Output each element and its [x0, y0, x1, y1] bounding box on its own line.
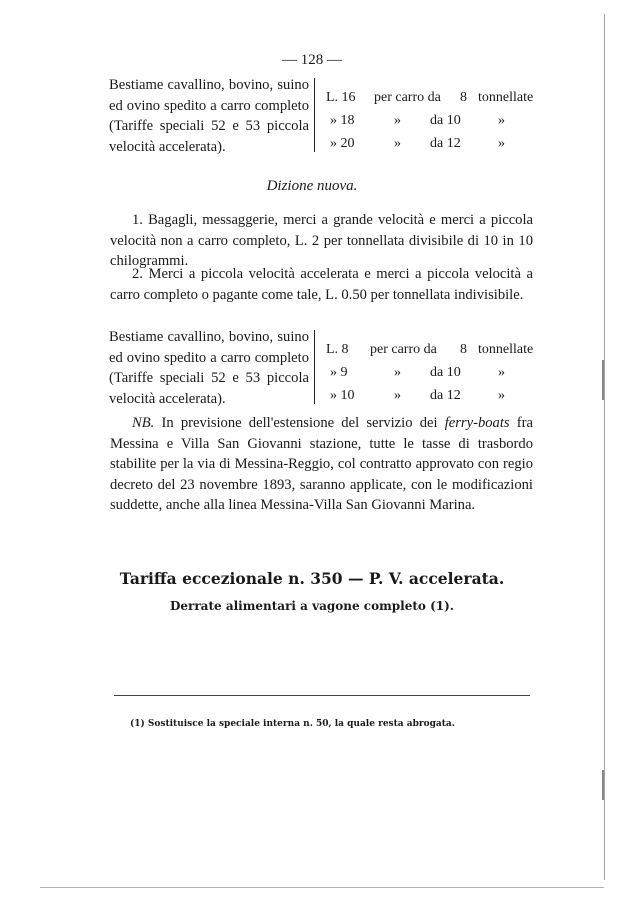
tariff-price: » 20	[330, 136, 355, 151]
tariff-mode: »	[394, 113, 401, 128]
tariff-row	[326, 132, 546, 155]
tariff-old-table	[326, 86, 546, 155]
tariff-heading: Tariffa eccezionale n. 350 — P. V. accelerata.	[119, 569, 505, 588]
tariff-tons: da 10	[430, 113, 461, 128]
tariff-mode: »	[394, 365, 401, 380]
scan-mark	[602, 770, 604, 800]
footnote-rule	[114, 695, 530, 696]
tariff-unit: »	[498, 365, 505, 380]
tariff-price: » 9	[330, 365, 348, 380]
footnote: (1) Sostituisce la speciale interna n. 50, la quale resta abrogata.	[130, 719, 455, 729]
tariff-unit: tonnellate	[478, 342, 534, 357]
tariff-price: L. 8	[326, 342, 349, 357]
tariff-mode: per carro da	[374, 90, 441, 105]
tariff-old-brace	[314, 78, 315, 152]
tariff-tons: 8	[460, 342, 467, 357]
tariff-row	[326, 109, 546, 132]
paragraph-1: 1. Bagagli, messaggerie, merci a grande velocità e merci a piccola velocità non a carro completo, L. 2 per tonnellata divisibile di 10 in 10 chilogrammi.	[110, 212, 533, 270]
tariff-tons: da 10	[430, 365, 461, 380]
nb-paragraph	[110, 413, 533, 516]
tariff-unit: »	[498, 113, 505, 128]
tariff-new-brace	[314, 330, 315, 404]
tariff-subheading: Derrate alimentari a vagone completo (1).	[170, 599, 454, 613]
page-number: — 128 —	[282, 52, 342, 68]
nb-text-before: In previsione dell'estensione del servizio dei	[161, 415, 438, 431]
tariff-price: L. 16	[326, 90, 356, 105]
tariff-old-description: Bestiame cavallino, bovino, suino ed ovino spedito a carro completo (Tariffe speciali 52 e 53 piccola velocità accelerata).	[109, 77, 309, 155]
tariff-mode: »	[394, 388, 401, 403]
tariff-tons: da 12	[430, 136, 461, 151]
tariff-unit: »	[498, 388, 505, 403]
scan-edge-right	[604, 14, 605, 880]
tariff-price: » 18	[330, 113, 355, 128]
nb-text-after: fra Messina e Villa San Giovanni stazione, tutte le tasse di trasbordo stabilite per la via di Messina-Reggio, col contratto approvato con regio decreto del 23 novembre 1893, saranno applicate, con le modificazioni suddette, anche alla linea Messina-Villa San Giovanni Marina.	[110, 415, 533, 514]
tariff-unit: tonnellate	[478, 90, 534, 105]
nb-ferry-boats: ferry-boats	[444, 415, 510, 431]
tariff-row	[326, 361, 546, 384]
tariff-new-description: Bestiame cavallino, bovino, suino ed ovino spedito a carro completo (Tariffe speciali 52 e 53 piccola velocità accelerata).	[109, 329, 309, 407]
tariff-tons: 8	[460, 90, 467, 105]
tariff-price: » 10	[330, 388, 355, 403]
tariff-mode: »	[394, 136, 401, 151]
paragraph-2: 2. Merci a piccola velocità accelerata e merci a piccola velocità a carro completo o pagante come tale, L. 0.50 per tonnellata indivisibile.	[110, 266, 533, 303]
tariff-unit: »	[498, 136, 505, 151]
tariff-row	[326, 384, 546, 407]
tariff-row	[326, 338, 546, 361]
tariff-new-table	[326, 338, 546, 407]
tariff-row	[326, 86, 546, 109]
scan-edge-bottom	[40, 887, 604, 888]
section-title: Dizione nuova.	[266, 178, 358, 194]
nb-label: NB.	[132, 415, 155, 431]
tariff-tons: da 12	[430, 388, 461, 403]
tariff-mode: per carro da	[370, 342, 437, 357]
scan-mark	[602, 360, 604, 400]
